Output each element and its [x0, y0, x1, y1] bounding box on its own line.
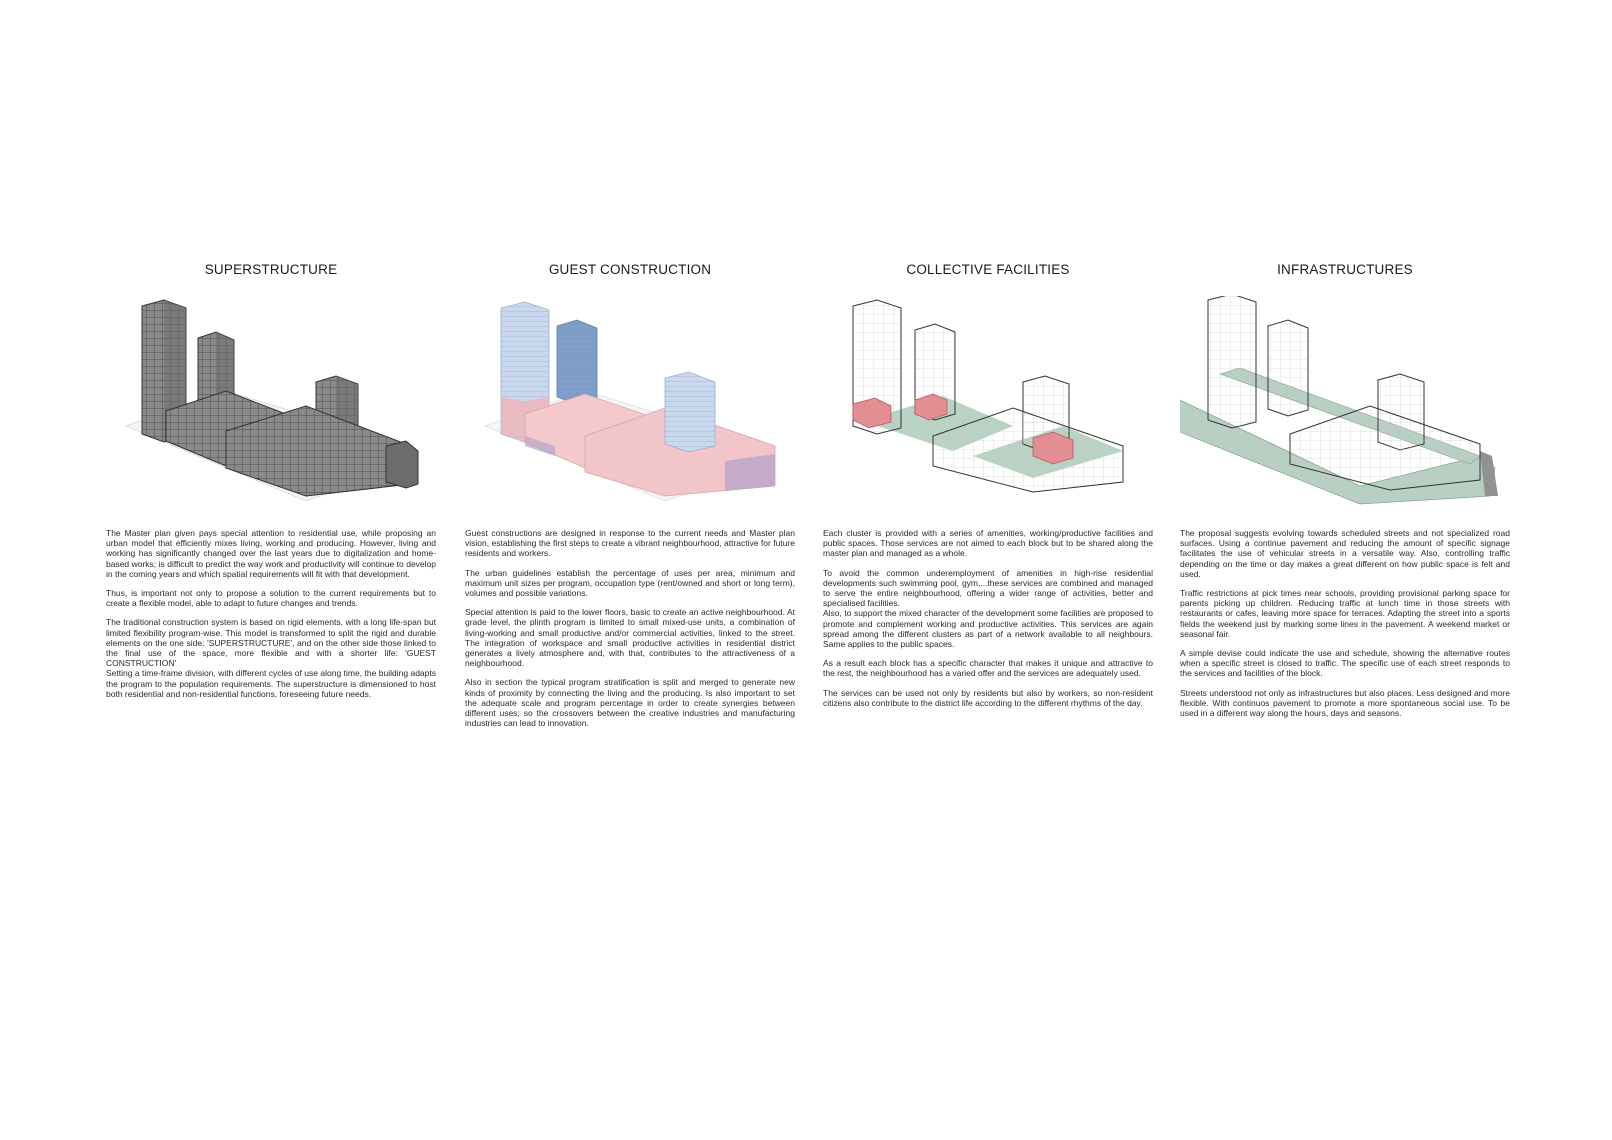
- paragraph: The proposal suggests evolving towards scheduled streets and not specialized road surfaces. Using a continue pavement and reducing the amount of specific signage facilitates the use of vehicular streets in a versatile way. Also, controlling traffic depending on the time or day makes a great different on how public space is felt and used.: [1180, 528, 1510, 579]
- panel-text: [1180, 528, 1510, 727]
- panel-text: [106, 528, 436, 708]
- panel-text: [465, 528, 795, 737]
- paragraph: Also in section the typical program stratification is split and merged to generate new kinds of proximity by connecting the living and the producing. Is also important to set the adequate scale and program percentage in order to create synergies between different uses; so the crossovers between the creative industries and manufacturing industries can lead to innovation.: [465, 677, 795, 729]
- panel-title: COLLECTIVE FACILITIES: [906, 262, 1070, 277]
- paragraph: The services can be used not only by residents but also by workers, so non-resident citizens also contribute to the district life according to the different rhythms of the day.: [823, 687, 1153, 708]
- paragraph: The Master plan given pays special attention to residential use, while proposing an urban model that efficiently mixes living, working and producing. However, living and working has significantly changed over the last years due to digitalization and home-based works; is difficult to predict the way work and productivity will continue to develop in the coming years and which spatial requirements will fit with that development.: [106, 528, 436, 579]
- guest-construction-diagram: [465, 296, 795, 506]
- collective-facilities-diagram: [823, 296, 1153, 506]
- tower-left-outline: [1208, 296, 1256, 428]
- panel-text: [823, 528, 1153, 717]
- paragraph: As a result each block has a specific character that makes it unique and attractive to the rest, the neighbourhood has a varied offer and the services are adequately used.: [823, 658, 1153, 679]
- panel-title: GUEST CONSTRUCTION: [548, 262, 712, 277]
- paragraph: Special attention is paid to the lower floors, basic to create an active neighbourhood. At grade level, the plinth program is limited to small mixed-use units, a combination of living-working and small productive and/or commercial activities, linked to the street. The integration of workspace and small productive activities in residential district generates a lively atmosphere and, with that, contributes to the attractiveness of a neighbourhood.: [465, 607, 795, 669]
- paragraph: To avoid the common underemployment of amenities in high-rise residential developments such swimming pool, gym,...these services are combined and managed to serve the entire neighbourhood, offering a wider range of activities, better and specialised facilities.: [823, 567, 1153, 609]
- paragraph: Setting a time-frame division, with different cycles of use along time, the building adapts the program to the population requirements. The superstructure is dimensioned to host both residential and non-residential functions, foreseeing future needs.: [106, 668, 436, 699]
- panel-title: INFRASTRUCTURES: [1277, 262, 1413, 277]
- paragraph: Each cluster is provided with a series of amenities, working/productive facilities and public spaces. Those services are not aimed to each block but to be shared along the master plan and managed as a whole.: [823, 528, 1153, 559]
- infrastructures-diagram: [1180, 296, 1510, 506]
- tower-right-blue: [665, 372, 715, 452]
- superstructure-diagram: [106, 296, 436, 506]
- paragraph: Guest constructions are designed in response to the current needs and Master plan vision, establishing the first steps to create a vibrant neighbourhood, attractive for future residents and workers.: [465, 528, 795, 559]
- paragraph: Streets understood not only as infrastructures but also places. Less designed and more flexible. With continuos pavement to promote a more spontaneous social use. To be used in a different way along the hours, days and seasons.: [1180, 687, 1510, 719]
- paragraph: A simple devise could indicate the use and schedule, showing the alternative routes when a specific street is closed to traffic. The specific use of each street responds to the services and facilities of the block.: [1180, 648, 1510, 679]
- tower-mid-outline: [1268, 320, 1308, 416]
- paragraph: The urban guidelines establish the percentage of uses per area, minimum and maximum unit sizes per program, occupation type (rent/owned and short or long term), volumes and possible variations.: [465, 567, 795, 599]
- panel-title: SUPERSTRUCTURE: [204, 262, 338, 277]
- paragraph: Also, to support the mixed character of the development some facilities are proposed to promote and complement working and productive activities. This services are again spread among the different clusters as part of a network available to all neighbours. Same applies to the public spaces.: [823, 608, 1153, 650]
- tower-mid-blue: [557, 320, 597, 404]
- block-pink: [525, 394, 775, 496]
- paragraph: Traffic restrictions at pick times near schools, providing provisional parking space for parents picking up children. Reducing traffic at lunch time in those streets with restaurants or cafes, leaving more space for terraces. Adapting the street into a sports fields the weekend just by marking some lines in the pavement. A weekend market or seasonal fair.: [1180, 588, 1510, 639]
- paragraph: The traditional construction system is based on rigid elements, with a long life-span but limited flexibility program-wise. This model is transformed to split the rigid and durable elements on the one side: 'SUPERSTRUCTURE', and on the other side those linked to the final use of the space, more flexible and with a shorter life: 'GUEST CONSTRUCTION': [106, 617, 436, 669]
- paragraph: Thus, is important not only to propose a solution to the current requirements but to create a flexible model, able to adapt to future changes and trends.: [106, 588, 436, 609]
